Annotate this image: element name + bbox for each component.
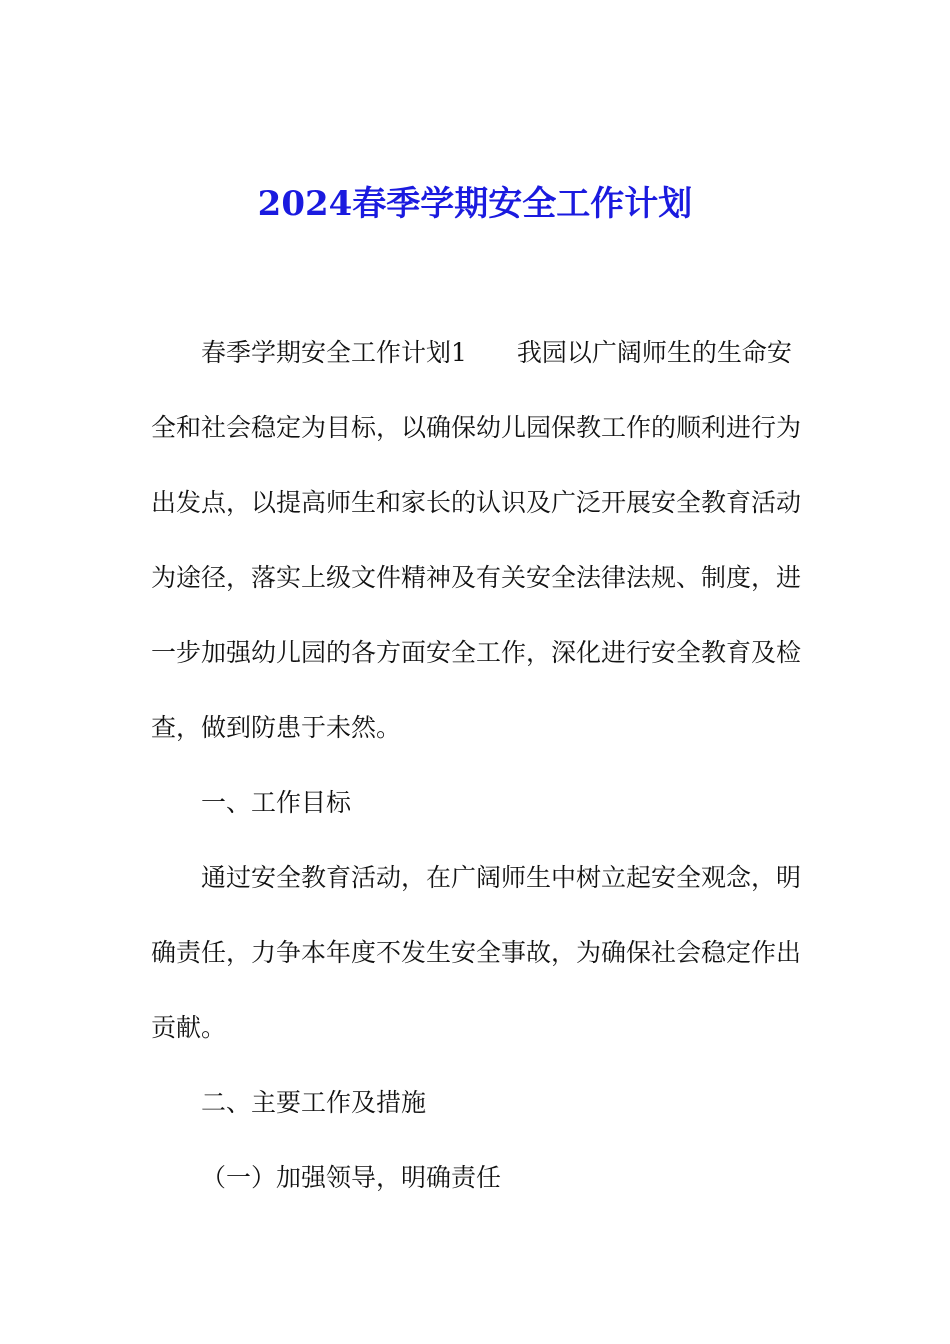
section-heading-measures: 二、主要工作及措施 [201, 1088, 427, 1117]
intro-heading: 春季学期安全工作计划1 [201, 338, 467, 367]
section-heading-goals: 一、工作目标 [201, 788, 352, 817]
document-title: 2024春季学期安全工作计划 [257, 184, 693, 224]
subsection-heading-leadership: （一）加强领导，明确责任 [201, 1163, 502, 1192]
intro-paragraph [151, 315, 811, 765]
section-goals-body: 通过安全教育活动，在广阔师生中树立起安全观念，明确责任，力争本年度不发生安全事故，为确保社会稳定作出贡献。 [151, 863, 802, 1042]
intro-text: 我园以广阔师生的生命安全和社会稳定为目标，以确保幼儿园保教工作的顺利进行为出发点，以提高师生和家长的认识及广泛开展安全教育活动为途径，落实上级文件精神及有关安全法律法规、制度，进一步加强幼儿园的各方面安全工作，深化进行安全教育及检查，做到防患于未然。 [151, 338, 802, 742]
document-body [151, 315, 811, 1215]
